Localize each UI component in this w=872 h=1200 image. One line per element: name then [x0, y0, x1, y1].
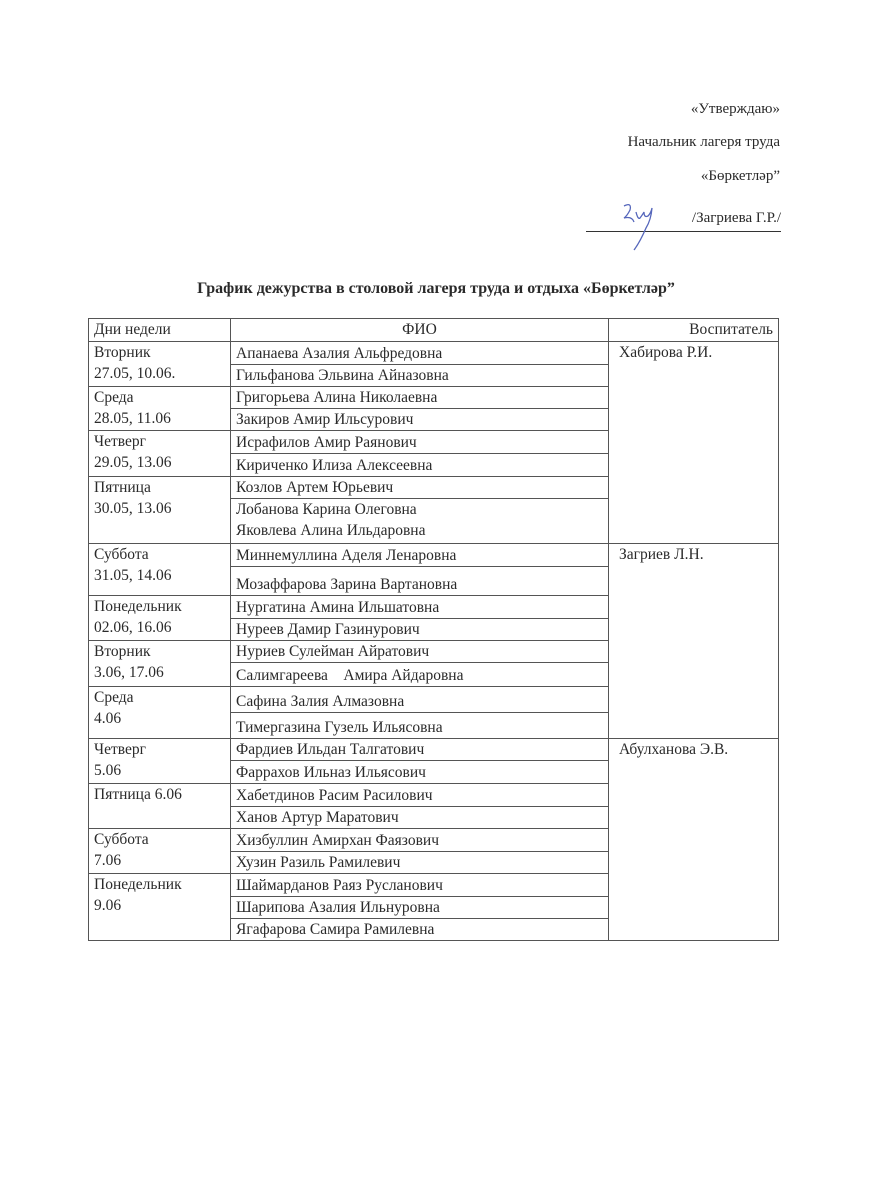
student-name-cell	[231, 739, 609, 761]
table-header-row	[89, 319, 779, 342]
student-name: Лобанова Карина Олеговна	[236, 501, 417, 518]
student-name: Шарипова Азалия Ильнуровна	[236, 899, 440, 916]
day-cell: Пятница 6.06	[89, 784, 231, 829]
student-name-cell	[231, 713, 609, 739]
student-name: Яковлева Алина Ильдаровна	[236, 522, 426, 539]
day-cell: Суббота 31.05, 14.06	[89, 544, 231, 596]
student-name-cell	[231, 807, 609, 829]
day-cell: Вторник 3.06, 17.06	[89, 641, 231, 687]
student-name-cell	[231, 641, 609, 663]
student-name: Миннемуллина Аделя Ленаровна	[236, 547, 457, 564]
table-row	[89, 739, 779, 761]
student-name: Хабетдинов Расим Расилович	[236, 787, 433, 804]
student-name: Нуреев Дамир Газинурович	[236, 621, 420, 638]
student-name: Шаймарданов Раяз Русланович	[236, 877, 443, 894]
student-name-cell	[231, 409, 609, 431]
student-name: Салимгареева Амира Айдаровна	[236, 667, 464, 684]
handwritten-signature	[610, 196, 670, 251]
student-name-cell	[231, 829, 609, 852]
table-row	[89, 544, 779, 567]
signature-name: /Загриева Г.Р./	[691, 210, 781, 226]
header-teacher: Воспитатель	[609, 319, 779, 342]
day-cell: Вторник 27.05, 10.06.	[89, 342, 231, 387]
student-name-cell	[231, 365, 609, 387]
document-title: График дежурства в столовой лагеря труда и отдыха «Бөркетләр”	[197, 280, 675, 297]
header-name: ФИО	[231, 319, 609, 342]
teacher-cell: Абулханова Э.В.	[609, 739, 779, 941]
approval-line: «Утверждаю»	[690, 101, 780, 117]
day-cell: Суббота 7.06	[89, 829, 231, 874]
day-cell: Понедельник 9.06	[89, 874, 231, 941]
day-cell: Четверг 5.06	[89, 739, 231, 784]
student-name-cell	[231, 761, 609, 784]
student-name: Гильфанова Эльвина Айназовна	[236, 367, 449, 384]
student-name-cell	[231, 619, 609, 641]
header-days: Дни недели	[89, 319, 231, 342]
student-name: Сафина Залия Алмазовна	[236, 693, 405, 710]
student-name-cell	[231, 544, 609, 567]
duty-schedule-table	[88, 318, 779, 941]
student-name: Ягафарова Самира Рамилевна	[236, 921, 435, 938]
student-name-cell	[231, 663, 609, 687]
day-cell: Понедельник 02.06, 16.06	[89, 596, 231, 641]
student-name: Кириченко Илиза Алексеевна	[236, 457, 433, 474]
student-name: Мозаффарова Зарина Вартановна	[236, 576, 458, 593]
student-name-cell	[231, 919, 609, 941]
student-name: Фаррахов Ильназ Ильясович	[236, 764, 426, 781]
day-cell: Пятница 30.05, 13.06	[89, 477, 231, 544]
student-name: Тимергазина Гузель Ильясовна	[236, 719, 443, 736]
student-name-cell	[231, 852, 609, 874]
student-name: Нургатина Амина Ильшатовна	[236, 599, 440, 616]
teacher-cell: Загриев Л.Н.	[609, 544, 779, 739]
student-name: Хузин Разиль Рамилевич	[236, 854, 401, 871]
student-name-cell	[231, 897, 609, 919]
student-name-cell	[231, 454, 609, 477]
student-name-cell	[231, 477, 609, 499]
student-name: Закиров Амир Ильсурович	[236, 411, 414, 428]
approval-position: Начальник лагеря труда	[627, 134, 780, 150]
student-name-cell	[231, 567, 609, 596]
teacher-cell: Хабирова Р.И.	[609, 342, 779, 544]
student-name: Апанаева Азалия Альфредовна	[236, 345, 443, 362]
student-name: Исрафилов Амир Раянович	[236, 434, 417, 451]
student-name: Фардиев Ильдан Талгатович	[236, 741, 425, 758]
day-cell: Среда 4.06	[89, 687, 231, 739]
student-name-cell	[231, 342, 609, 365]
student-name: Григорьева Алина Николаевна	[236, 389, 438, 406]
student-name-cell	[231, 596, 609, 619]
student-name-cell	[231, 687, 609, 713]
student-name: Козлов Артем Юрьевич	[236, 479, 394, 496]
day-cell: Среда 28.05, 11.06	[89, 387, 231, 431]
student-name-cell	[231, 431, 609, 454]
day-cell: Четверг 29.05, 13.06	[89, 431, 231, 477]
student-name: Нуриев Сулейман Айратович	[236, 643, 430, 660]
approval-camp-name: «Бөркетләр”	[700, 168, 780, 184]
student-name-cell	[231, 784, 609, 807]
student-name-cell	[231, 499, 609, 544]
table-row	[89, 342, 779, 365]
student-name: Хизбуллин Амирхан Фаязович	[236, 832, 439, 849]
student-name: Ханов Артур Маратович	[236, 809, 399, 826]
student-name-cell	[231, 874, 609, 897]
student-name-cell	[231, 387, 609, 409]
